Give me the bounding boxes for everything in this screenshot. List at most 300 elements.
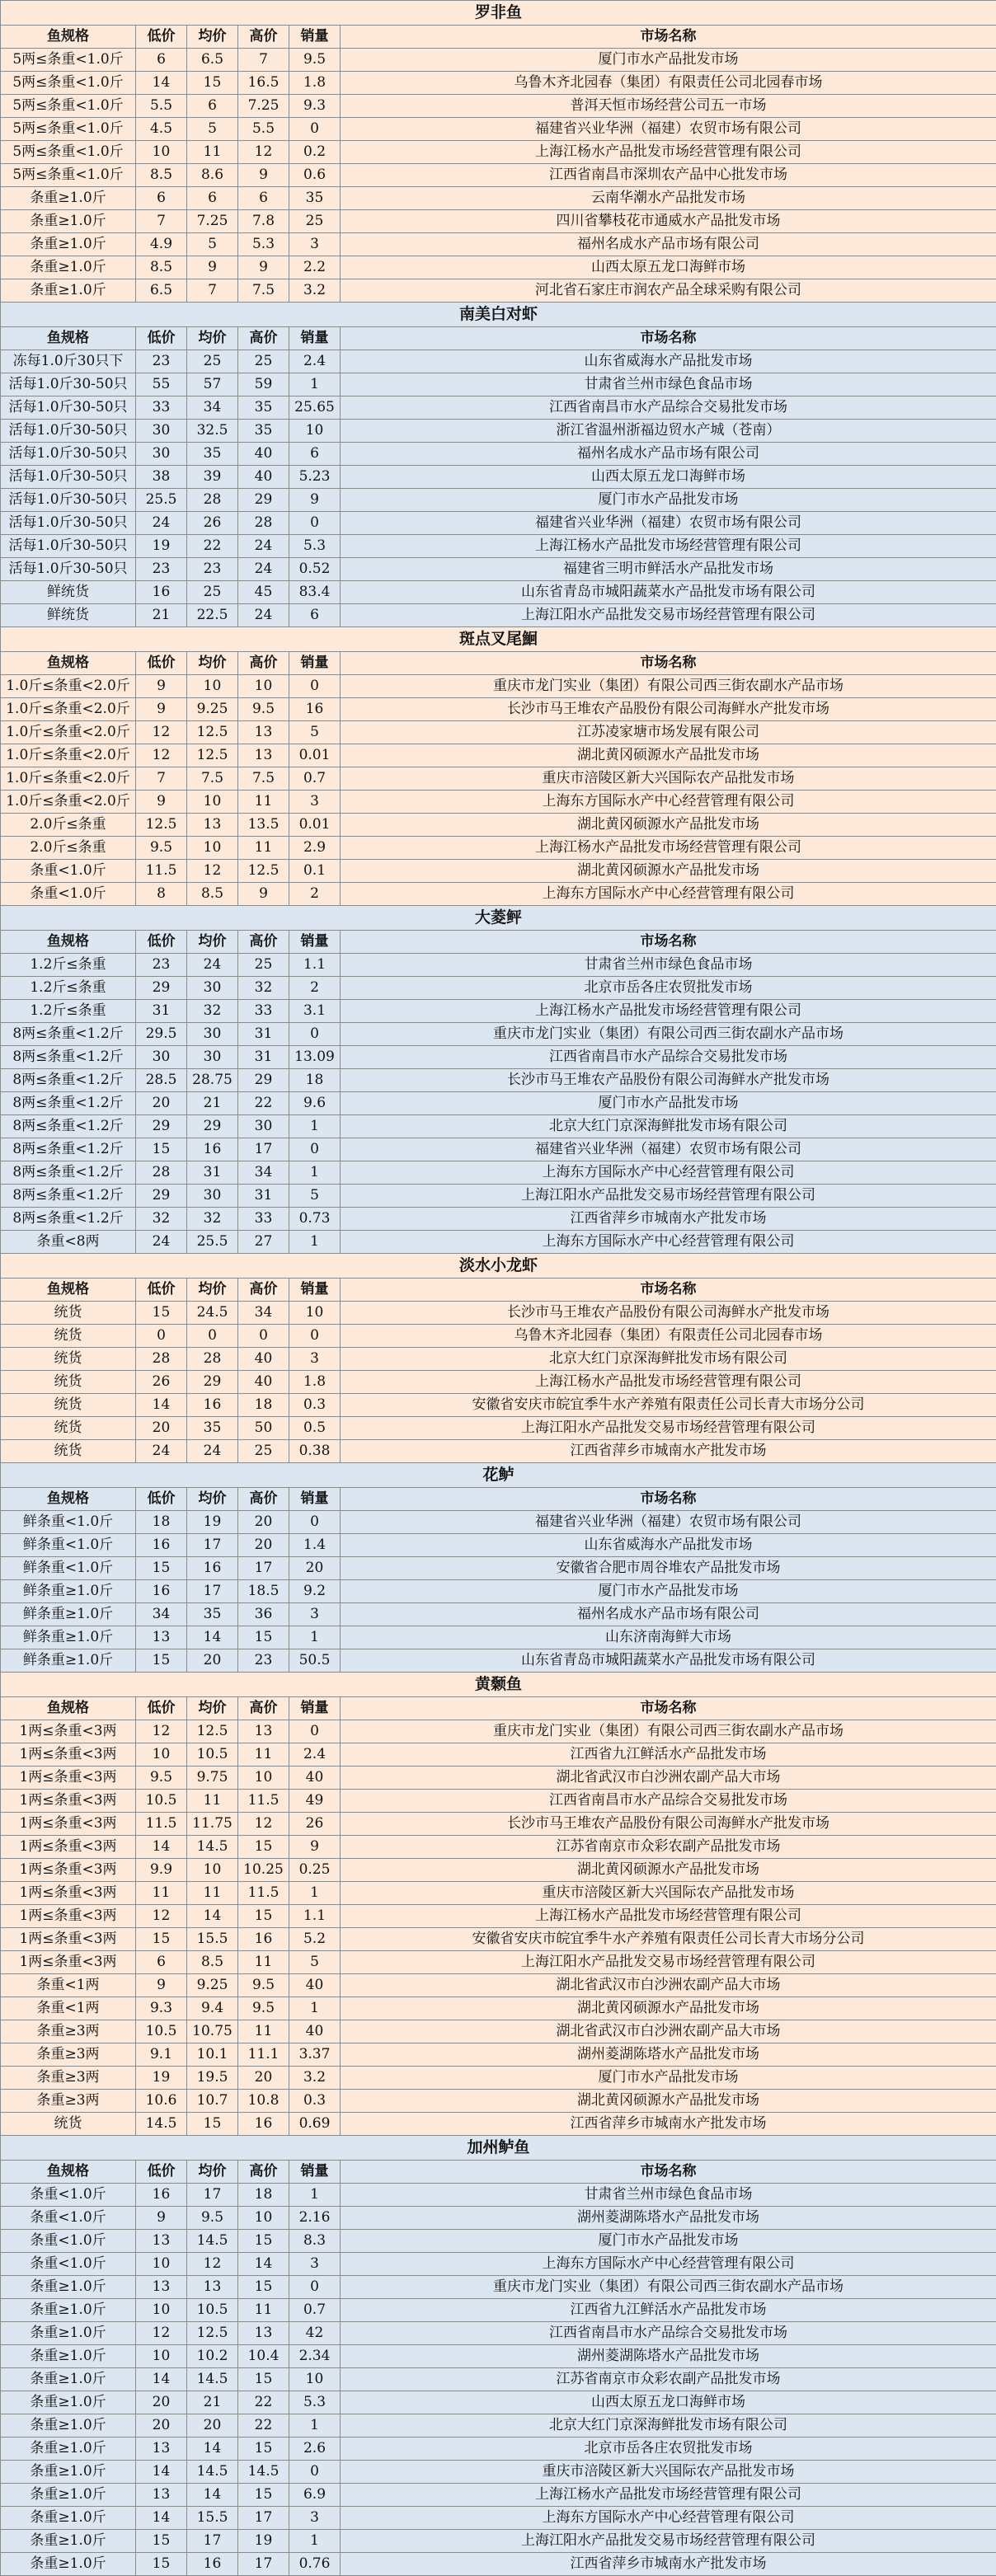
cell-market-name: 普洱天恒市场经营公司五一市场 [341, 95, 996, 118]
cell-spec: 条重≥1.0斤 [1, 2276, 136, 2299]
cell-volume: 0.7 [289, 2299, 341, 2322]
column-header-avg-price: 均价 [187, 327, 238, 350]
cell-avg-price: 10 [187, 791, 238, 814]
table-row [1, 2253, 996, 2276]
table-row [1, 187, 996, 210]
cell-volume: 1 [289, 2184, 341, 2207]
table-row [1, 373, 996, 396]
cell-spec: 8两≤条重<1.2斤 [1, 1023, 136, 1046]
cell-high-price: 33 [238, 1208, 289, 1231]
cell-spec: 条重≥1.0斤 [1, 233, 136, 256]
cell-low-price: 16 [136, 581, 187, 604]
column-header-volume: 销量 [289, 327, 341, 350]
section-title: 南美白对虾 [1, 303, 996, 327]
cell-avg-price: 12 [187, 860, 238, 883]
cell-avg-price: 32 [187, 1000, 238, 1023]
cell-avg-price: 14.5 [187, 2368, 238, 2391]
cell-volume: 40 [289, 1767, 341, 1790]
column-header-avg-price: 均价 [187, 26, 238, 49]
column-header-low-price: 低价 [136, 931, 187, 954]
cell-low-price: 13 [136, 1626, 187, 1649]
cell-market-name: 重庆市龙门实业（集团）有限公司西三街农副水产品市场 [341, 675, 996, 698]
cell-volume: 1.8 [289, 72, 341, 95]
cell-spec: 2.0斤≤条重 [1, 814, 136, 837]
cell-avg-price: 14 [187, 2438, 238, 2461]
cell-high-price: 34 [238, 1161, 289, 1185]
cell-volume: 35 [289, 187, 341, 210]
cell-low-price: 13 [136, 2276, 187, 2299]
cell-low-price: 10 [136, 141, 187, 164]
cell-volume: 25.65 [289, 396, 341, 420]
cell-high-price: 20 [238, 2067, 289, 2090]
cell-high-price: 50 [238, 1417, 289, 1440]
column-header-market-name: 市场名称 [341, 1488, 996, 1511]
cell-low-price: 28.5 [136, 1069, 187, 1092]
cell-spec: 条重≥1.0斤 [1, 2530, 136, 2553]
column-header-low-price: 低价 [136, 1279, 187, 1302]
cell-low-price: 13 [136, 2438, 187, 2461]
cell-low-price: 16 [136, 1580, 187, 1603]
table-row [1, 581, 996, 604]
cell-market-name: 甘肃省兰州市绿色食品市场 [341, 954, 996, 977]
cell-avg-price: 20 [187, 2414, 238, 2438]
cell-market-name: 江西省萍乡市城南水产批发市场 [341, 2553, 996, 2576]
cell-low-price: 15 [136, 1649, 187, 1673]
cell-spec: 条重<8两 [1, 1231, 136, 1254]
cell-high-price: 11 [238, 2299, 289, 2322]
column-header-spec: 鱼规格 [1, 1488, 136, 1511]
cell-market-name: 北京大红门京深海鲜批发市场有限公司 [341, 1348, 996, 1371]
cell-spec: 1.2斤≤条重 [1, 977, 136, 1000]
cell-volume: 1.1 [289, 1905, 341, 1928]
cell-high-price: 5.3 [238, 233, 289, 256]
column-header-low-price: 低价 [136, 1697, 187, 1720]
table-row [1, 1185, 996, 1208]
cell-spec: 活每1.0斤30-50只 [1, 558, 136, 581]
cell-volume: 5 [289, 721, 341, 744]
cell-volume: 3 [289, 2253, 341, 2276]
table-row [1, 2414, 996, 2438]
cell-high-price: 15 [238, 2438, 289, 2461]
table-row [1, 2507, 996, 2530]
cell-avg-price: 9.25 [187, 1974, 238, 1997]
cell-high-price: 35 [238, 420, 289, 443]
cell-spec: 8两≤条重<1.2斤 [1, 1208, 136, 1231]
table-row [1, 2391, 996, 2414]
cell-market-name: 江西省南昌市水产品综合交易批发市场 [341, 1790, 996, 1813]
cell-high-price: 31 [238, 1023, 289, 1046]
cell-low-price: 7 [136, 767, 187, 791]
cell-avg-price: 17 [187, 1534, 238, 1557]
cell-low-price: 12 [136, 1905, 187, 1928]
cell-high-price: 9.5 [238, 1997, 289, 2020]
cell-high-price: 31 [238, 1046, 289, 1069]
table-row [1, 1000, 996, 1023]
cell-spec: 活每1.0斤30-50只 [1, 466, 136, 489]
cell-low-price: 9.5 [136, 837, 187, 860]
cell-spec: 统货 [1, 1440, 136, 1463]
cell-spec: 条重≥1.0斤 [1, 256, 136, 279]
cell-avg-price: 22.5 [187, 604, 238, 627]
cell-avg-price: 26 [187, 512, 238, 535]
cell-high-price: 9.5 [238, 698, 289, 721]
cell-avg-price: 14 [187, 2484, 238, 2507]
column-header-row [1, 327, 996, 350]
cell-low-price: 8.5 [136, 256, 187, 279]
cell-volume: 0 [289, 2276, 341, 2299]
cell-low-price: 20 [136, 1092, 187, 1115]
column-header-low-price: 低价 [136, 327, 187, 350]
table-row [1, 1325, 996, 1348]
cell-market-name: 乌鲁木齐北园春（集团）有限责任公司北园春市场 [341, 72, 996, 95]
cell-low-price: 12.5 [136, 814, 187, 837]
cell-high-price: 10.8 [238, 2090, 289, 2113]
section-title-row [1, 1463, 996, 1488]
cell-low-price: 29 [136, 977, 187, 1000]
cell-volume: 10 [289, 1302, 341, 1325]
cell-volume: 0.01 [289, 814, 341, 837]
cell-market-name: 湖北黄冈硕源水产品批发市场 [341, 1997, 996, 2020]
table-row [1, 1231, 996, 1254]
table-row [1, 95, 996, 118]
cell-market-name: 上海江杨水产品批发市场经营管理有限公司 [341, 535, 996, 558]
column-header-row [1, 931, 996, 954]
cell-spec: 8两≤条重<1.2斤 [1, 1138, 136, 1161]
cell-low-price: 9.5 [136, 1767, 187, 1790]
cell-avg-price: 16 [187, 1557, 238, 1580]
cell-spec: 1.2斤≤条重 [1, 1000, 136, 1023]
column-header-spec: 鱼规格 [1, 1279, 136, 1302]
cell-avg-price: 10.7 [187, 2090, 238, 2113]
cell-volume: 0.52 [289, 558, 341, 581]
cell-market-name: 湖北黄冈硕源水产品批发市场 [341, 814, 996, 837]
table-row [1, 1511, 996, 1534]
table-row [1, 164, 996, 187]
cell-spec: 鲜条重<1.0斤 [1, 1534, 136, 1557]
cell-market-name: 福建省兴业华洲（福建）农贸市场有限公司 [341, 118, 996, 141]
table-row [1, 744, 996, 767]
column-header-volume: 销量 [289, 1697, 341, 1720]
cell-high-price: 22 [238, 2414, 289, 2438]
cell-low-price: 30 [136, 443, 187, 466]
table-row [1, 2461, 996, 2484]
table-row [1, 1767, 996, 1790]
cell-high-price: 15 [238, 1836, 289, 1859]
cell-low-price: 8 [136, 883, 187, 906]
cell-avg-price: 30 [187, 977, 238, 1000]
cell-avg-price: 25 [187, 350, 238, 373]
cell-avg-price: 13 [187, 2276, 238, 2299]
cell-high-price: 17 [238, 2507, 289, 2530]
cell-spec: 8两≤条重<1.2斤 [1, 1092, 136, 1115]
cell-volume: 1 [289, 1161, 341, 1185]
cell-volume: 0 [289, 1325, 341, 1348]
cell-avg-price: 8.5 [187, 883, 238, 906]
cell-avg-price: 28 [187, 489, 238, 512]
cell-high-price: 18 [238, 1394, 289, 1417]
cell-high-price: 27 [238, 1231, 289, 1254]
cell-avg-price: 25 [187, 581, 238, 604]
column-header-high-price: 高价 [238, 2161, 289, 2184]
table-row [1, 1138, 996, 1161]
cell-market-name: 厦门市水产品批发市场 [341, 1092, 996, 1115]
cell-market-name: 上海江杨水产品批发市场经营管理有限公司 [341, 837, 996, 860]
cell-market-name: 长沙市马王堆农产品股份有限公司海鲜水产批发市场 [341, 1302, 996, 1325]
column-header-row [1, 652, 996, 675]
cell-low-price: 11 [136, 1882, 187, 1905]
cell-low-price: 10.5 [136, 2020, 187, 2043]
cell-volume: 5 [289, 1185, 341, 1208]
cell-avg-price: 14 [187, 1905, 238, 1928]
column-header-volume: 销量 [289, 652, 341, 675]
cell-market-name: 上海江杨水产品批发市场经营管理有限公司 [341, 141, 996, 164]
cell-low-price: 24 [136, 512, 187, 535]
cell-avg-price: 8.6 [187, 164, 238, 187]
cell-low-price: 4.9 [136, 233, 187, 256]
table-row [1, 2113, 996, 2136]
cell-high-price: 11 [238, 2020, 289, 2043]
cell-volume: 2.9 [289, 837, 341, 860]
table-row [1, 1417, 996, 1440]
cell-volume: 13.09 [289, 1046, 341, 1069]
cell-spec: 1.2斤≤条重 [1, 954, 136, 977]
table-row [1, 466, 996, 489]
column-header-high-price: 高价 [238, 327, 289, 350]
column-header-high-price: 高价 [238, 931, 289, 954]
cell-market-name: 湖北黄冈硕源水产品批发市场 [341, 2090, 996, 2113]
cell-low-price: 14 [136, 1394, 187, 1417]
column-header-market-name: 市场名称 [341, 327, 996, 350]
table-row [1, 1348, 996, 1371]
cell-volume: 26 [289, 1813, 341, 1836]
cell-market-name: 上海东方国际水产中心经营管理有限公司 [341, 791, 996, 814]
cell-low-price: 9 [136, 675, 187, 698]
cell-market-name: 上海东方国际水产中心经营管理有限公司 [341, 2253, 996, 2276]
cell-avg-price: 10.75 [187, 2020, 238, 2043]
cell-market-name: 湖北省武汉市白沙洲农副产品大市场 [341, 1767, 996, 1790]
cell-low-price: 14 [136, 2507, 187, 2530]
table-row [1, 1023, 996, 1046]
column-header-spec: 鱼规格 [1, 1697, 136, 1720]
cell-volume: 2.4 [289, 350, 341, 373]
cell-high-price: 40 [238, 1371, 289, 1394]
table-row [1, 1974, 996, 1997]
cell-high-price: 35 [238, 396, 289, 420]
cell-high-price: 10 [238, 2207, 289, 2230]
cell-volume: 5 [289, 1951, 341, 1974]
column-header-row [1, 1279, 996, 1302]
cell-high-price: 15 [238, 1626, 289, 1649]
cell-high-price: 15 [238, 2368, 289, 2391]
cell-high-price: 11 [238, 837, 289, 860]
cell-low-price: 10.6 [136, 2090, 187, 2113]
cell-high-price: 24 [238, 604, 289, 627]
cell-avg-price: 14 [187, 1626, 238, 1649]
cell-volume: 0.6 [289, 164, 341, 187]
cell-market-name: 福建省三明市鲜活水产品批发市场 [341, 558, 996, 581]
cell-volume: 10 [289, 420, 341, 443]
cell-avg-price: 5 [187, 118, 238, 141]
cell-high-price: 11.5 [238, 1790, 289, 1813]
cell-market-name: 重庆市龙门实业（集团）有限公司西三街农副水产品市场 [341, 1023, 996, 1046]
cell-volume: 1 [289, 1997, 341, 2020]
cell-spec: 条重≥1.0斤 [1, 2461, 136, 2484]
table-row [1, 2184, 996, 2207]
cell-spec: 1两≤条重<3两 [1, 1720, 136, 1743]
cell-volume: 16 [289, 698, 341, 721]
table-row [1, 443, 996, 466]
cell-low-price: 55 [136, 373, 187, 396]
cell-high-price: 14 [238, 2253, 289, 2276]
cell-avg-price: 35 [187, 1603, 238, 1626]
cell-low-price: 20 [136, 1417, 187, 1440]
column-header-spec: 鱼规格 [1, 652, 136, 675]
cell-low-price: 11.5 [136, 860, 187, 883]
cell-market-name: 江西省九江鲜活水产品批发市场 [341, 1743, 996, 1767]
column-header-high-price: 高价 [238, 26, 289, 49]
cell-volume: 3 [289, 1603, 341, 1626]
cell-spec: 冻每1.0斤30只下 [1, 350, 136, 373]
table-row [1, 1720, 996, 1743]
cell-spec: 条重≥1.0斤 [1, 187, 136, 210]
cell-high-price: 7.5 [238, 767, 289, 791]
cell-low-price: 6 [136, 1951, 187, 1974]
cell-avg-price: 24.5 [187, 1302, 238, 1325]
cell-low-price: 16 [136, 2184, 187, 2207]
cell-high-price: 30 [238, 1115, 289, 1138]
cell-low-price: 15 [136, 1138, 187, 1161]
cell-spec: 条重≥1.0斤 [1, 2322, 136, 2345]
section-title: 罗非鱼 [1, 1, 996, 26]
cell-spec: 1.0斤≤条重<2.0斤 [1, 744, 136, 767]
table-row [1, 1603, 996, 1626]
column-header-low-price: 低价 [136, 26, 187, 49]
cell-market-name: 上海江阳水产品批发交易市场经营管理有限公司 [341, 1951, 996, 1974]
cell-volume: 0 [289, 1511, 341, 1534]
cell-spec: 鲜条重<1.0斤 [1, 1511, 136, 1534]
table-row [1, 1882, 996, 1905]
cell-high-price: 13 [238, 721, 289, 744]
cell-market-name: 江西省南昌市水产品综合交易批发市场 [341, 396, 996, 420]
cell-spec: 1.0斤≤条重<2.0斤 [1, 721, 136, 744]
cell-volume: 50.5 [289, 1649, 341, 1673]
cell-volume: 1 [289, 1115, 341, 1138]
cell-avg-price: 30 [187, 1046, 238, 1069]
cell-spec: 1.0斤≤条重<2.0斤 [1, 791, 136, 814]
cell-market-name: 山西太原五龙口海鲜市场 [341, 256, 996, 279]
cell-low-price: 20 [136, 2414, 187, 2438]
cell-spec: 8两≤条重<1.2斤 [1, 1046, 136, 1069]
section-title: 淡水小龙虾 [1, 1254, 996, 1279]
cell-high-price: 22 [238, 2391, 289, 2414]
cell-market-name: 上海江杨水产品批发市场经营管理有限公司 [341, 2484, 996, 2507]
cell-volume: 18 [289, 1069, 341, 1092]
table-row [1, 118, 996, 141]
cell-market-name: 山东省青岛市城阳蔬菜水产品批发市场有限公司 [341, 581, 996, 604]
cell-spec: 1两≤条重<3两 [1, 1743, 136, 1767]
cell-avg-price: 25.5 [187, 1231, 238, 1254]
cell-high-price: 45 [238, 581, 289, 604]
cell-high-price: 40 [238, 466, 289, 489]
cell-market-name: 江西省南昌市水产品综合交易批发市场 [341, 2322, 996, 2345]
cell-market-name: 湖北黄冈硕源水产品批发市场 [341, 744, 996, 767]
column-header-high-price: 高价 [238, 1697, 289, 1720]
cell-high-price: 9.5 [238, 1974, 289, 1997]
cell-avg-price: 19 [187, 1511, 238, 1534]
cell-low-price: 13 [136, 2484, 187, 2507]
column-header-market-name: 市场名称 [341, 1697, 996, 1720]
cell-high-price: 59 [238, 373, 289, 396]
section-title: 斑点叉尾鮰 [1, 627, 996, 652]
cell-low-price: 10 [136, 1743, 187, 1767]
column-header-volume: 销量 [289, 931, 341, 954]
cell-low-price: 10 [136, 2345, 187, 2368]
cell-low-price: 29 [136, 1185, 187, 1208]
cell-market-name: 湖北黄冈硕源水产品批发市场 [341, 860, 996, 883]
cell-spec: 统货 [1, 1371, 136, 1394]
table-row [1, 814, 996, 837]
table-row [1, 210, 996, 233]
table-row [1, 1371, 996, 1394]
cell-high-price: 16 [238, 1928, 289, 1951]
cell-avg-price: 32.5 [187, 420, 238, 443]
table-row [1, 2438, 996, 2461]
table-row [1, 1557, 996, 1580]
cell-volume: 0.1 [289, 860, 341, 883]
cell-spec: 条重≥1.0斤 [1, 2507, 136, 2530]
cell-market-name: 甘肃省兰州市绿色食品市场 [341, 2184, 996, 2207]
table-row [1, 535, 996, 558]
cell-avg-price: 7.5 [187, 767, 238, 791]
cell-low-price: 8.5 [136, 164, 187, 187]
cell-market-name: 长沙市马王堆农产品股份有限公司海鲜水产批发市场 [341, 1069, 996, 1092]
cell-low-price: 28 [136, 1161, 187, 1185]
cell-avg-price: 15 [187, 2113, 238, 2136]
cell-volume: 0 [289, 2461, 341, 2484]
cell-avg-price: 6.5 [187, 49, 238, 72]
cell-volume: 83.4 [289, 581, 341, 604]
cell-spec: 统货 [1, 1325, 136, 1348]
cell-avg-price: 17 [187, 2184, 238, 2207]
cell-volume: 0 [289, 675, 341, 698]
cell-high-price: 12 [238, 1813, 289, 1836]
cell-low-price: 9 [136, 698, 187, 721]
section-title: 加州鲈鱼 [1, 2136, 996, 2161]
cell-market-name: 浙江省温州浙福边贸水产城（苍南） [341, 420, 996, 443]
cell-avg-price: 9.75 [187, 1767, 238, 1790]
cell-low-price: 9 [136, 1974, 187, 1997]
table-row [1, 2207, 996, 2230]
cell-high-price: 34 [238, 1302, 289, 1325]
column-header-row [1, 2161, 996, 2184]
cell-low-price: 23 [136, 350, 187, 373]
cell-volume: 0 [289, 512, 341, 535]
cell-volume: 5.3 [289, 535, 341, 558]
table-row [1, 256, 996, 279]
cell-high-price: 32 [238, 977, 289, 1000]
column-header-low-price: 低价 [136, 2161, 187, 2184]
table-row [1, 837, 996, 860]
cell-high-price: 25 [238, 350, 289, 373]
cell-low-price: 15 [136, 2553, 187, 2576]
cell-low-price: 19 [136, 2067, 187, 2090]
column-header-volume: 销量 [289, 2161, 341, 2184]
cell-spec: 条重≥1.0斤 [1, 2299, 136, 2322]
column-header-spec: 鱼规格 [1, 327, 136, 350]
cell-high-price: 12.5 [238, 860, 289, 883]
cell-market-name: 重庆市龙门实业（集团）有限公司西三街农副水产品市场 [341, 1720, 996, 1743]
cell-market-name: 山东省威海水产品批发市场 [341, 350, 996, 373]
